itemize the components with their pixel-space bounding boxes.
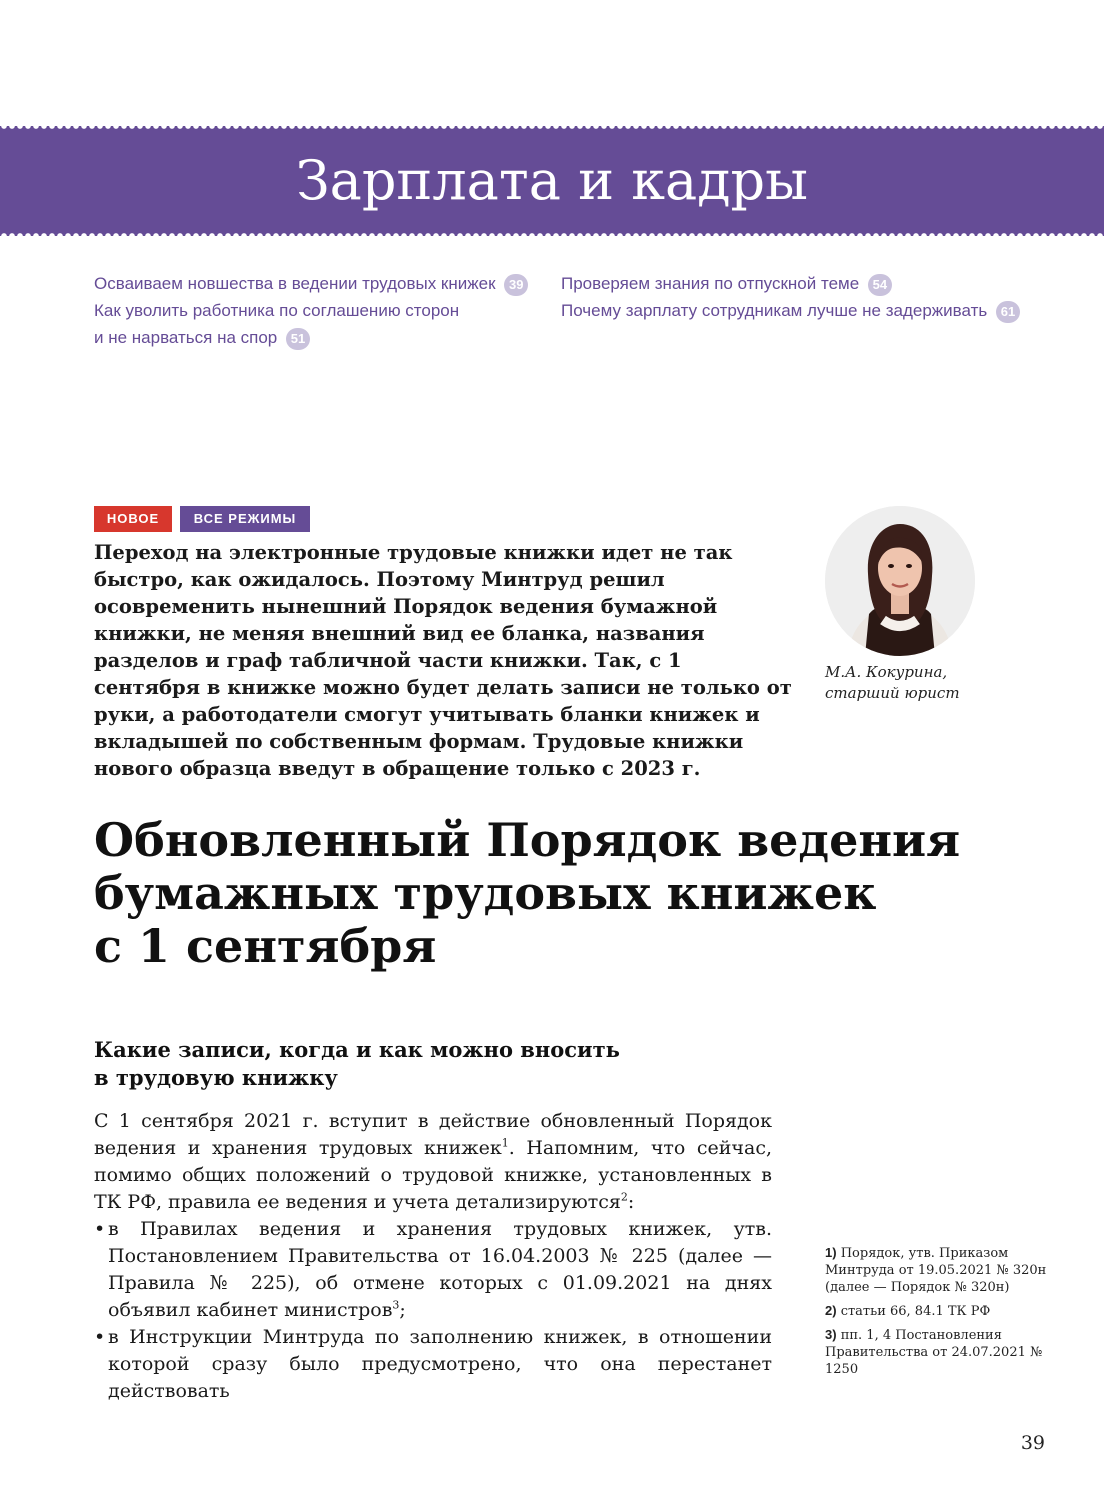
author-name: М.А. Кокурина, — [825, 663, 948, 681]
page-badge: 51 — [286, 328, 310, 350]
toc-link[interactable]: Почему зарплату сотрудникам лучше не задерживать 61 — [561, 297, 1020, 324]
body-paragraph: С 1 сентября 2021 г. вступит в действие обновленный Порядок ведения и хранения трудовых книжек$^1$. Напомним, что сейчас, помимо общих положений о трудовой книжке, установленных в ТК РФ, правила ее ведения и учета детализируются$^2$: — [94, 1110, 772, 1213]
page-badge: 39 — [504, 274, 528, 296]
article-title: Обновленный Порядок ведения бумажных трудовых книжек с 1 сентября — [94, 813, 961, 973]
author-role: старший юрист — [825, 684, 960, 702]
page-number: 39 — [1020, 1432, 1045, 1454]
page-badge: 61 — [996, 301, 1020, 323]
toc-link[interactable]: Как уволить работника по соглашению сторон — [94, 301, 460, 320]
toc-right — [561, 270, 1020, 324]
article-body — [94, 1108, 772, 1405]
footnote-ref[interactable]: 1 — [501, 1136, 509, 1150]
footnotes — [825, 1244, 1055, 1384]
footnote: 3) пп. 1, 4 Постановления Правительства от 24.07.2021 № 1250 — [825, 1327, 1043, 1377]
tag-new: НОВОЕ — [94, 506, 172, 532]
footnote-ref[interactable]: 2 — [620, 1190, 628, 1204]
list-item: • в Правилах ведения и хранения трудовых книжек, утв. Постановлением Правительства от 16.04.2003 № 225 (далее — Правила № 225), об отмене которых с 01.09.2021 на днях объявил кабинет министров$^3$; — [94, 1216, 772, 1324]
section-title: Зарплата и кадры — [295, 149, 809, 212]
toc-link[interactable]: Проверяем знания по отпускной теме 54 — [561, 270, 1020, 297]
author-caption — [825, 662, 960, 704]
toc-link[interactable]: и не нарваться на спор 51 — [94, 324, 528, 351]
article-subheading: Какие записи, когда и как можно вносить в трудовую книжку — [94, 1037, 620, 1090]
bullet-list — [94, 1216, 772, 1405]
page-badge: 54 — [868, 274, 892, 296]
footnote: 1) Порядок, утв. Приказом Минтруда от 19.05.2021 № 320н (далее — Порядок № 320н) — [825, 1245, 1047, 1295]
toc-link[interactable]: Осваиваем новшества в ведении трудовых книжек 39 — [94, 270, 528, 297]
list-item: • в Инструкции Минтруда по заполнению книжек, в отношении которой сразу было предусмотрено, что она перестанет действовать — [94, 1324, 772, 1405]
tag-all-regimes: ВСЕ РЕЖИМЫ — [180, 506, 310, 532]
footnote-ref[interactable]: 3 — [392, 1298, 400, 1312]
toc-left — [94, 270, 528, 351]
article-lead: Переход на электронные трудовые книжки идет не так быстро, как ожидалось. Поэтому Минтруд решил осовременить нынешний Порядок ведения бумажной книжки, не меняя внешний вид ее бланка, названия разделов и граф табличной части книжки. Так, с 1 сентября в книжке можно будет делать записи не только от руки, а работодатели смогут учитывать бланки книжек и вкладышей по собственным формам. Трудовые книжки нового образца введут в обращение только с 2023 г. — [94, 541, 792, 780]
portrait-icon — [825, 506, 975, 656]
author-photo — [825, 506, 975, 656]
footnote: 2) статьи 66, 84.1 ТК РФ — [825, 1303, 991, 1319]
